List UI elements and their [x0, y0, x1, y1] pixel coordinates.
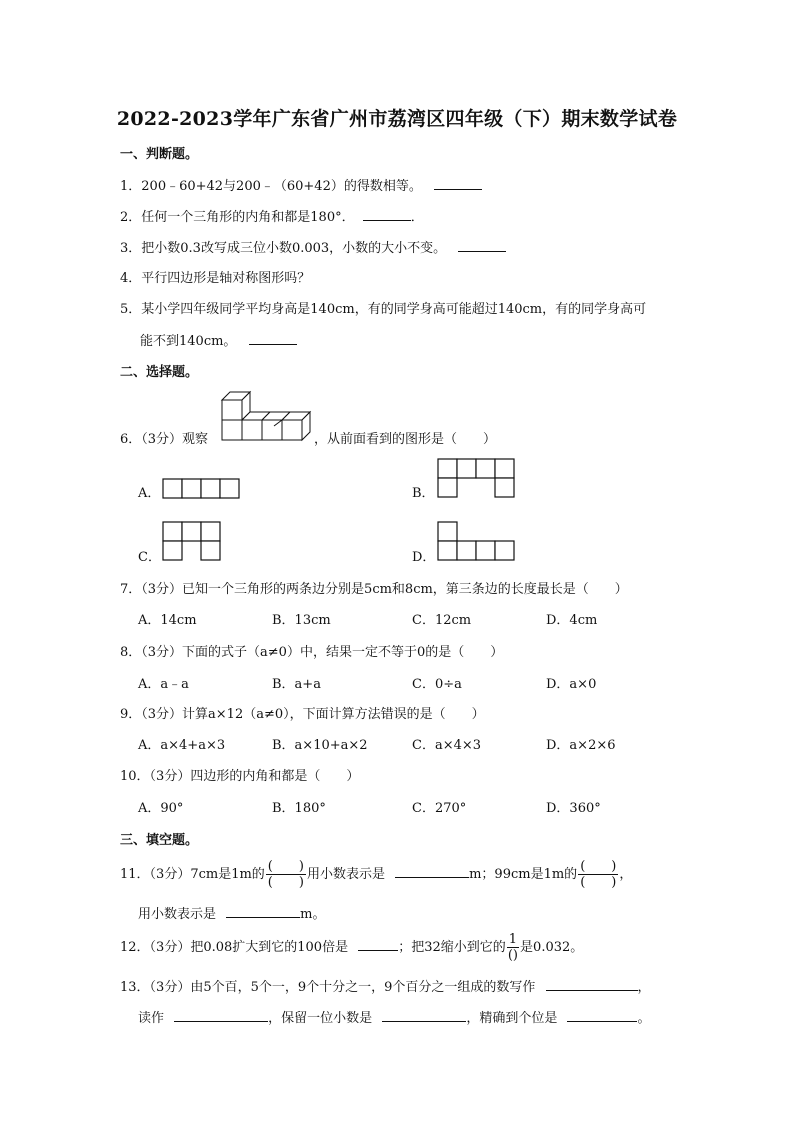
q6-option-b[interactable] — [412, 485, 435, 503]
q13-text-6: 。 — [637, 1011, 651, 1026]
question-4: 4．平行四边形是轴对称图形吗？ — [120, 271, 311, 286]
question-5-line1: 5．某小学四年级同学平均身高是140cm，有的同学身高可能超过140cm，有的同学身高可 — [120, 302, 647, 317]
q11-fraction-2-num: ( ) — [580, 859, 617, 874]
q9-option-c[interactable]: C．a×4×3 — [412, 738, 482, 753]
q12-text-2: ；把32缩小到它的 — [398, 940, 506, 955]
q12-fraction-num: 1 — [508, 932, 518, 947]
q8-option-a[interactable]: A．a﹣a — [138, 677, 189, 692]
question-6-prefix: 6．（3分）观察 — [120, 432, 209, 447]
answer-blank[interactable] — [249, 332, 297, 345]
question-2 — [120, 208, 424, 227]
answer-blank[interactable] — [226, 905, 300, 918]
q12-text-1: 12．（3分）把0.08扩大到它的100倍是 — [120, 940, 349, 955]
question-13-line1 — [120, 978, 651, 997]
q11-fraction-2 — [578, 859, 618, 890]
q6-option-c[interactable] — [138, 549, 161, 567]
q11-text-2: 用小数表示是 — [306, 867, 385, 882]
q11-fraction-1-num: ( ) — [267, 859, 304, 874]
question-5-text: 能不到140cm。 — [140, 334, 237, 349]
q10-option-c[interactable]: C．270° — [412, 801, 467, 816]
q6-option-a-label: A． — [138, 486, 161, 501]
q11-text-6: m。 — [300, 907, 326, 922]
q11-fraction-1-den: ( ) — [267, 875, 304, 890]
q13-text-4: ，保留一位小数是 — [268, 1011, 373, 1026]
q9-option-a[interactable]: A．a×4+a×3 — [138, 738, 226, 753]
question-13-line2 — [138, 1009, 650, 1028]
question-2-text: 2．任何一个三角形的内角和都是180°． — [120, 210, 355, 225]
question-2-end: ． — [410, 210, 424, 225]
answer-blank[interactable] — [546, 978, 638, 991]
question-8: 8．（3分）下面的式子（a≠0）中，结果一定不等于0的是（ ） — [120, 645, 504, 660]
q10-option-a[interactable]: A．90° — [138, 801, 184, 816]
q9-option-d[interactable]: D．a×2×6 — [546, 738, 616, 753]
question-10: 10．（3分）四边形的内角和都是（ ） — [120, 769, 360, 784]
q11-text-5: 用小数表示是 — [138, 907, 217, 922]
answer-blank[interactable] — [358, 938, 398, 951]
answer-blank[interactable] — [363, 208, 411, 221]
question-5-line2 — [140, 332, 297, 351]
q13-text-1: 13．（3分）由5个百，5个一，9个十分之一，9个百分之一组成的数写作 — [120, 980, 536, 995]
q6-option-b-figure — [437, 458, 517, 498]
section-choice-heading: 二、选择题。 — [120, 365, 199, 380]
q6-option-a[interactable] — [138, 485, 160, 503]
q12-fraction-den: () — [507, 948, 518, 963]
q7-option-d[interactable]: D．4cm — [546, 613, 598, 628]
answer-blank[interactable] — [395, 865, 469, 878]
question-6-suffix: ，从前面看到的图形是（ ） — [314, 432, 497, 447]
q6-option-c-figure — [162, 521, 222, 561]
answer-blank[interactable] — [382, 1009, 466, 1022]
question-1-text: 1．200﹣60+42与200﹣（60+42）的得数相等。 — [120, 179, 422, 194]
q7-option-a[interactable]: A．14cm — [138, 613, 197, 628]
q12-fraction — [507, 932, 519, 963]
question-11-line2 — [138, 905, 325, 924]
answer-blank[interactable] — [567, 1009, 637, 1022]
q11-text-3: m；99cm是1m的 — [469, 867, 578, 882]
answer-blank[interactable] — [174, 1009, 268, 1022]
q6-option-d[interactable] — [412, 549, 435, 567]
question-3 — [120, 239, 506, 258]
section-judge-heading: 一、判断题。 — [120, 147, 199, 162]
q7-option-c[interactable]: C．12cm — [412, 613, 472, 628]
question-11-line1 — [120, 859, 632, 890]
q6-option-b-label: B． — [412, 486, 435, 501]
answer-blank[interactable] — [434, 177, 482, 190]
q6-option-c-label: C． — [138, 550, 161, 565]
question-12 — [120, 932, 583, 963]
q7-option-b[interactable]: B．13cm — [272, 613, 331, 628]
question-7: 7．（3分）已知一个三角形的两条边分别是5cm和8cm，第三条边的长度最长是（ ） — [120, 582, 628, 597]
q6-option-d-label: D． — [412, 550, 436, 565]
q10-option-d[interactable]: D．360° — [546, 801, 601, 816]
q13-text-5: ，精确到个位是 — [466, 1011, 558, 1026]
q11-fraction-1 — [266, 859, 306, 890]
q11-fraction-2-den: ( ) — [580, 875, 617, 890]
q6-option-d-figure — [437, 521, 517, 561]
cube-stack-figure — [214, 386, 314, 446]
q8-option-c[interactable]: C．0÷a — [412, 677, 462, 692]
answer-blank[interactable] — [458, 239, 506, 252]
q8-option-d[interactable]: D．a×0 — [546, 677, 597, 692]
q13-text-2: ， — [637, 980, 651, 995]
question-9: 9．（3分）计算a×12（a≠0），下面计算方法错误的是（ ） — [120, 707, 485, 722]
page-title: 2022-2023学年广东省广州市荔湾区四年级（下）期末数学试卷 — [116, 108, 678, 130]
q6-option-a-figure — [162, 478, 242, 500]
q13-text-3: 读作 — [138, 1011, 165, 1026]
section-fill-heading: 三、填空题。 — [120, 833, 199, 848]
q8-option-b[interactable]: B．a+a — [272, 677, 321, 692]
q12-text-3: 是0.032。 — [520, 940, 584, 955]
q9-option-b[interactable]: B．a×10+a×2 — [272, 738, 368, 753]
question-1 — [120, 177, 482, 196]
question-3-text: 3．把小数0.3改写成三位小数0.003，小数的大小不变。 — [120, 241, 447, 256]
q11-text-4: ， — [619, 867, 633, 882]
q11-text-1: 11．（3分）7cm是1m的 — [120, 867, 265, 882]
q10-option-b[interactable]: B．180° — [272, 801, 326, 816]
